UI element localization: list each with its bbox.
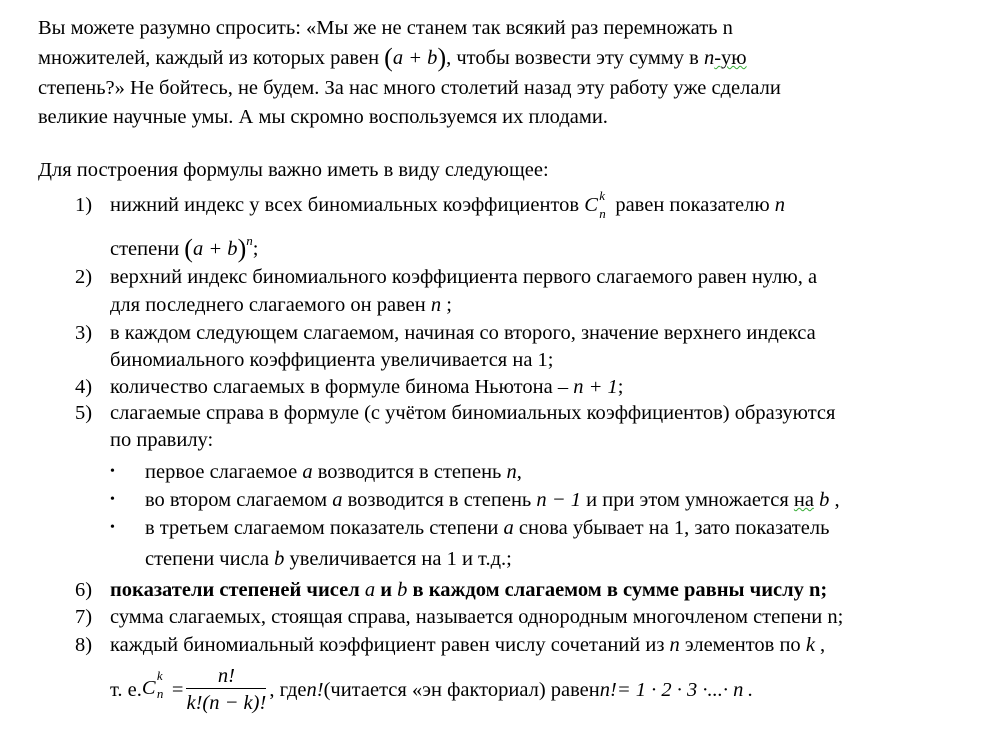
text: Для построения формулы важно иметь в виду следующее: xyxy=(38,159,549,181)
math-n: n xyxy=(703,47,715,69)
math-k: k xyxy=(805,634,815,656)
text: возводится в степень xyxy=(312,461,507,483)
list-item-2 xyxy=(0,264,999,290)
list-item-7 xyxy=(0,604,999,630)
item-number: 8) xyxy=(75,634,93,656)
list-item-1 xyxy=(0,188,999,221)
math-n: n xyxy=(430,294,442,316)
text: степени числа xyxy=(145,548,275,570)
intro-line-1 xyxy=(38,15,733,41)
text: биномиального коэффициента увеличивается на 1; xyxy=(110,349,554,371)
math-b: b xyxy=(274,548,285,570)
text: равен показателю xyxy=(610,194,775,216)
text: в третьем слагаемом показатель степени xyxy=(145,517,504,539)
bullet-item-2 xyxy=(0,487,999,513)
text: в каждом следующем слагаемом, начиная со второго, значение верхнего индекса xyxy=(110,322,816,344)
text: показатели степеней чисел xyxy=(110,579,365,601)
text: возводится в степень xyxy=(342,489,537,511)
text: -ую xyxy=(714,47,747,69)
list-item-5-cont xyxy=(110,427,213,453)
text: в каждом слагаемом в сумме равны числу n; xyxy=(407,579,828,601)
text: , где xyxy=(269,678,307,701)
item-number: 3) xyxy=(75,322,93,344)
text: по правилу: xyxy=(110,429,214,451)
text: , xyxy=(829,489,840,511)
text: ; xyxy=(617,376,624,398)
math-n-factorial: n! xyxy=(306,678,324,701)
text: нижний индекс у всех биномиальных коэффициентов xyxy=(110,194,585,216)
text: снова убывает на 1, зато показатель xyxy=(513,517,830,539)
bullet-item-3-cont xyxy=(145,546,512,572)
bullet-item-3 xyxy=(0,515,999,541)
text: верхний индекс биномиального коэффициента первого слагаемого равен нулю, а xyxy=(110,266,818,288)
text: , чтобы возвести эту сумму в xyxy=(446,47,704,69)
text: (читается «эн факториал) равен xyxy=(323,678,600,701)
text: слагаемые справа в формуле (с учётом биномиальных коэффициентов) образуются xyxy=(110,402,836,424)
text: первое слагаемое xyxy=(145,461,303,483)
math-a: a xyxy=(503,517,514,539)
intro-line-3 xyxy=(38,75,781,101)
text: на xyxy=(793,489,814,511)
list-item-8 xyxy=(0,632,999,658)
text: увеличивается на 1 и т.д.; xyxy=(284,548,512,570)
item-number: 2) xyxy=(75,266,93,288)
text: и при этом умножается xyxy=(581,489,794,511)
item-number: 6) xyxy=(75,579,93,601)
math-sum: a + b xyxy=(392,47,438,69)
math-n: n xyxy=(506,461,517,483)
intro-line-2: множителей, каждый из которых равен (a + b), чтобы возвести эту сумму в n-ую xyxy=(38,43,747,72)
binomial-coefficient: C k n xyxy=(584,188,606,221)
list-item-6 xyxy=(0,577,999,603)
text: для последнего слагаемого он равен xyxy=(110,294,431,316)
math-b: b xyxy=(397,579,408,601)
bullet-icon: • xyxy=(110,464,115,479)
text: Вы можете разумно спросить: «Мы же не станем так всякий раз перемножать n xyxy=(38,17,733,39)
math-n: n xyxy=(669,634,680,656)
intro-line-4 xyxy=(38,104,608,130)
math-a: a xyxy=(302,461,313,483)
text: степень?» Не бойтесь, не будем. За нас много столетий назад эту работу уже сделали xyxy=(38,77,781,99)
text: во втором слагаемом xyxy=(145,489,333,511)
lead-text xyxy=(38,157,549,183)
factorial-fraction xyxy=(186,664,266,717)
list-item-4 xyxy=(0,374,999,400)
list-item-3-cont xyxy=(110,347,553,373)
list-item-5 xyxy=(0,400,999,426)
binomial-coefficient: C k n xyxy=(141,668,164,701)
math-n-plus-1: n + 1 xyxy=(573,376,618,398)
text: элементов по xyxy=(679,634,806,656)
text: т. е. xyxy=(110,678,142,701)
text: , xyxy=(820,634,826,656)
math-a: a xyxy=(332,489,343,511)
text: и xyxy=(375,579,398,601)
text: каждый биномиальный коэффициент равен числу сочетаний из xyxy=(110,634,670,656)
text: сумма слагаемых, стоящая справа, называется однородным многочленом степени n; xyxy=(110,606,844,628)
math-n: n xyxy=(774,194,786,216)
list-item-3 xyxy=(0,320,999,346)
math-b: b xyxy=(819,489,830,511)
math-a: a xyxy=(364,579,376,601)
text: количество слагаемых в формуле бинома Ньютона – xyxy=(110,376,574,398)
math-exponent: n xyxy=(246,233,253,248)
text: ; xyxy=(446,294,452,316)
text: множителей, каждый из которых равен xyxy=(38,47,385,69)
text: степени xyxy=(110,238,185,260)
item-number: 4) xyxy=(75,376,93,398)
item-number: 1) xyxy=(75,194,93,216)
item-number: 5) xyxy=(75,402,93,424)
item-number: 7) xyxy=(75,606,93,628)
fraction-numerator: n! xyxy=(186,664,266,689)
list-item-8-formula: т. е. C k n = $\frac{n!}{k!(n - k)!}$ , где n! (читается «эн факториал) равен n!= 1 · 2 · 3 ·...· n . xyxy=(110,660,753,720)
fraction-denominator: k!(n − k)! xyxy=(186,691,267,714)
text: , xyxy=(516,461,522,483)
text: ; xyxy=(252,238,259,260)
math-sum: a + b xyxy=(192,238,238,260)
bullet-item-1 xyxy=(0,459,999,485)
bullet-icon: • xyxy=(110,520,115,535)
math-factorial-def: n!= 1 · 2 · 3 ·...· n xyxy=(599,678,744,701)
math-n-minus-1: n − 1 xyxy=(536,489,581,511)
list-item-1-cont: степени $(a + b)^n$; xyxy=(110,233,259,263)
bullet-icon: • xyxy=(110,492,115,507)
text: великие научные умы. А мы скромно воспользуемся их плодами. xyxy=(38,106,608,128)
list-item-2-cont xyxy=(110,292,452,318)
text: . xyxy=(747,678,753,701)
